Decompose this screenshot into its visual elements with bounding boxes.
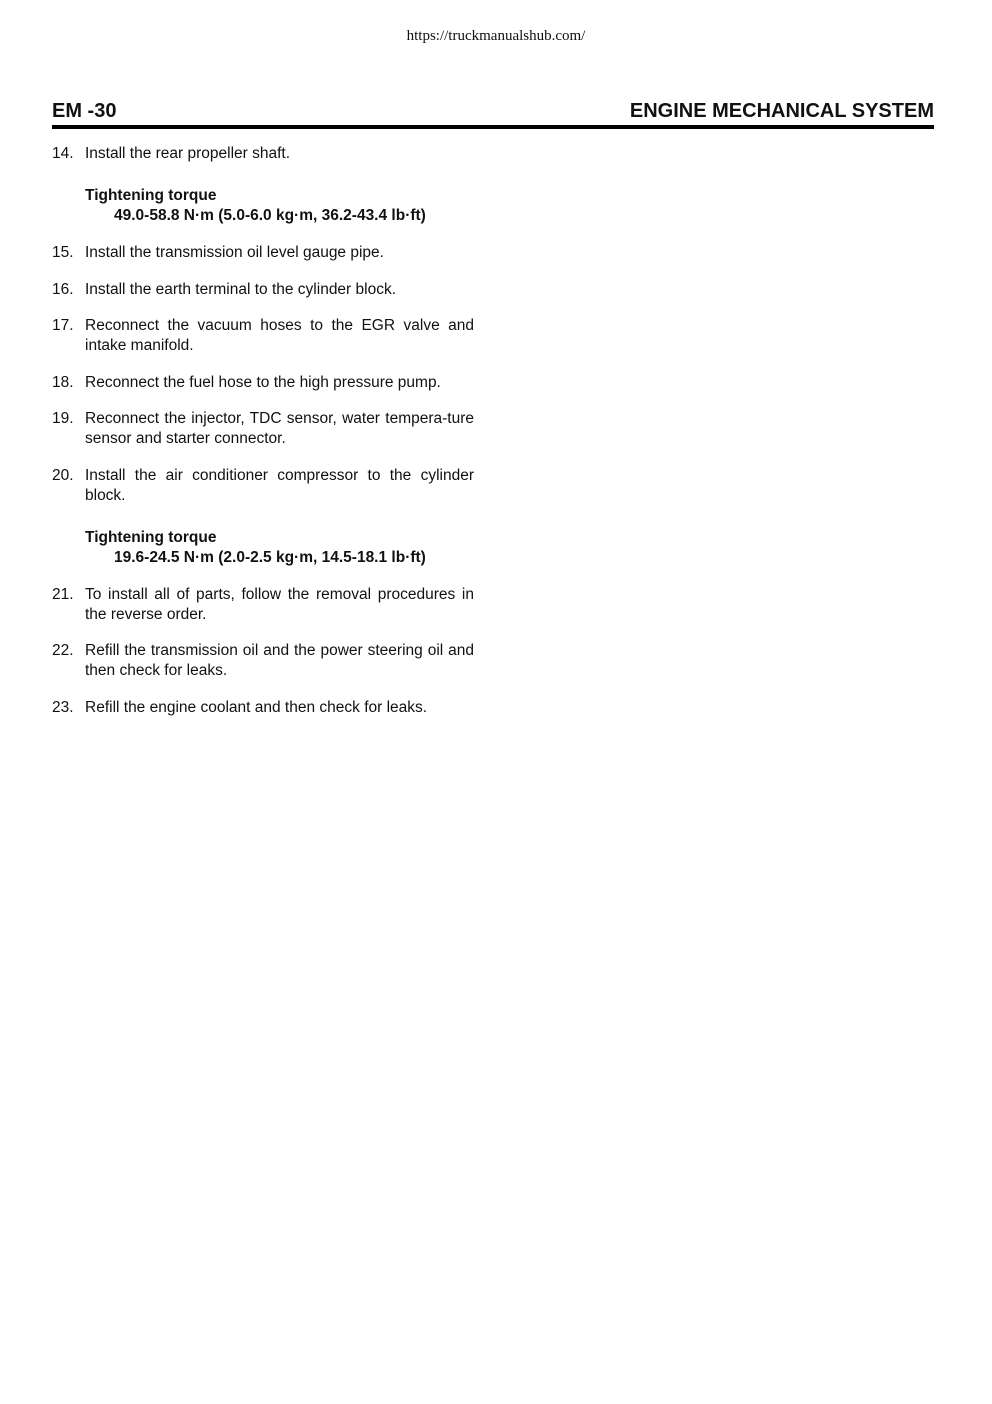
section-title: ENGINE MECHANICAL SYSTEM [629,100,934,122]
step-number: 18. [52,373,74,391]
torque-label: Tightening torque [85,187,217,204]
step-number: 21. [52,585,74,603]
step-number: 17. [52,317,74,334]
step-text: Reconnect the fuel hose to the high pressure pump. [85,373,441,391]
step-text: Install the rear propeller shaft. [85,145,291,162]
torque-label: Tightening torque [85,528,217,546]
procedure-list [52,144,474,734]
step-number: 19. [52,410,74,427]
list-item [52,316,474,356]
step-number: 20. [52,466,74,484]
list-item [52,409,474,449]
torque-spec [85,528,474,568]
step-text: Reconnect the vacuum hoses to the EGR valve and intake manifold. [85,317,474,354]
list-item [52,373,474,393]
list-item [52,144,474,164]
page-header [52,100,934,126]
step-text: Install the earth terminal to the cylinder block. [85,280,397,298]
step-number: 14. [52,145,74,162]
list-item [52,466,474,506]
header-rule [52,125,934,129]
torque-value: 49.0-58.8 N·m (5.0-6.0 kg·m, 36.2-43.4 lb·ft) [114,207,426,224]
step-text: Refill the transmission oil and the power steering oil and then check for leaks. [85,642,474,679]
list-item [52,698,474,718]
step-number: 23. [52,698,74,716]
list-item [52,243,474,263]
step-text: Install the transmission oil level gauge pipe. [85,244,384,261]
torque-spec [85,186,474,226]
list-item [52,585,474,625]
step-number: 16. [52,280,74,298]
step-number: 15. [52,244,74,261]
step-text: Reconnect the injector, TDC sensor, water tempera-ture sensor and starter connector. [85,410,474,447]
list-item [52,641,474,681]
step-text: To install all of parts, follow the removal procedures in the reverse order. [85,585,474,623]
step-number: 22. [52,642,74,659]
torque-value: 19.6-24.5 N·m (2.0-2.5 kg·m, 14.5-18.1 lb·ft) [114,548,426,566]
page-number: EM -30 [52,100,117,122]
source-url: https://truckmanualshub.com/ [406,28,586,44]
step-text: Install the air conditioner compressor to the cylinder block. [85,466,474,504]
list-item [52,280,474,300]
step-text: Refill the engine coolant and then check for leaks. [85,698,428,716]
